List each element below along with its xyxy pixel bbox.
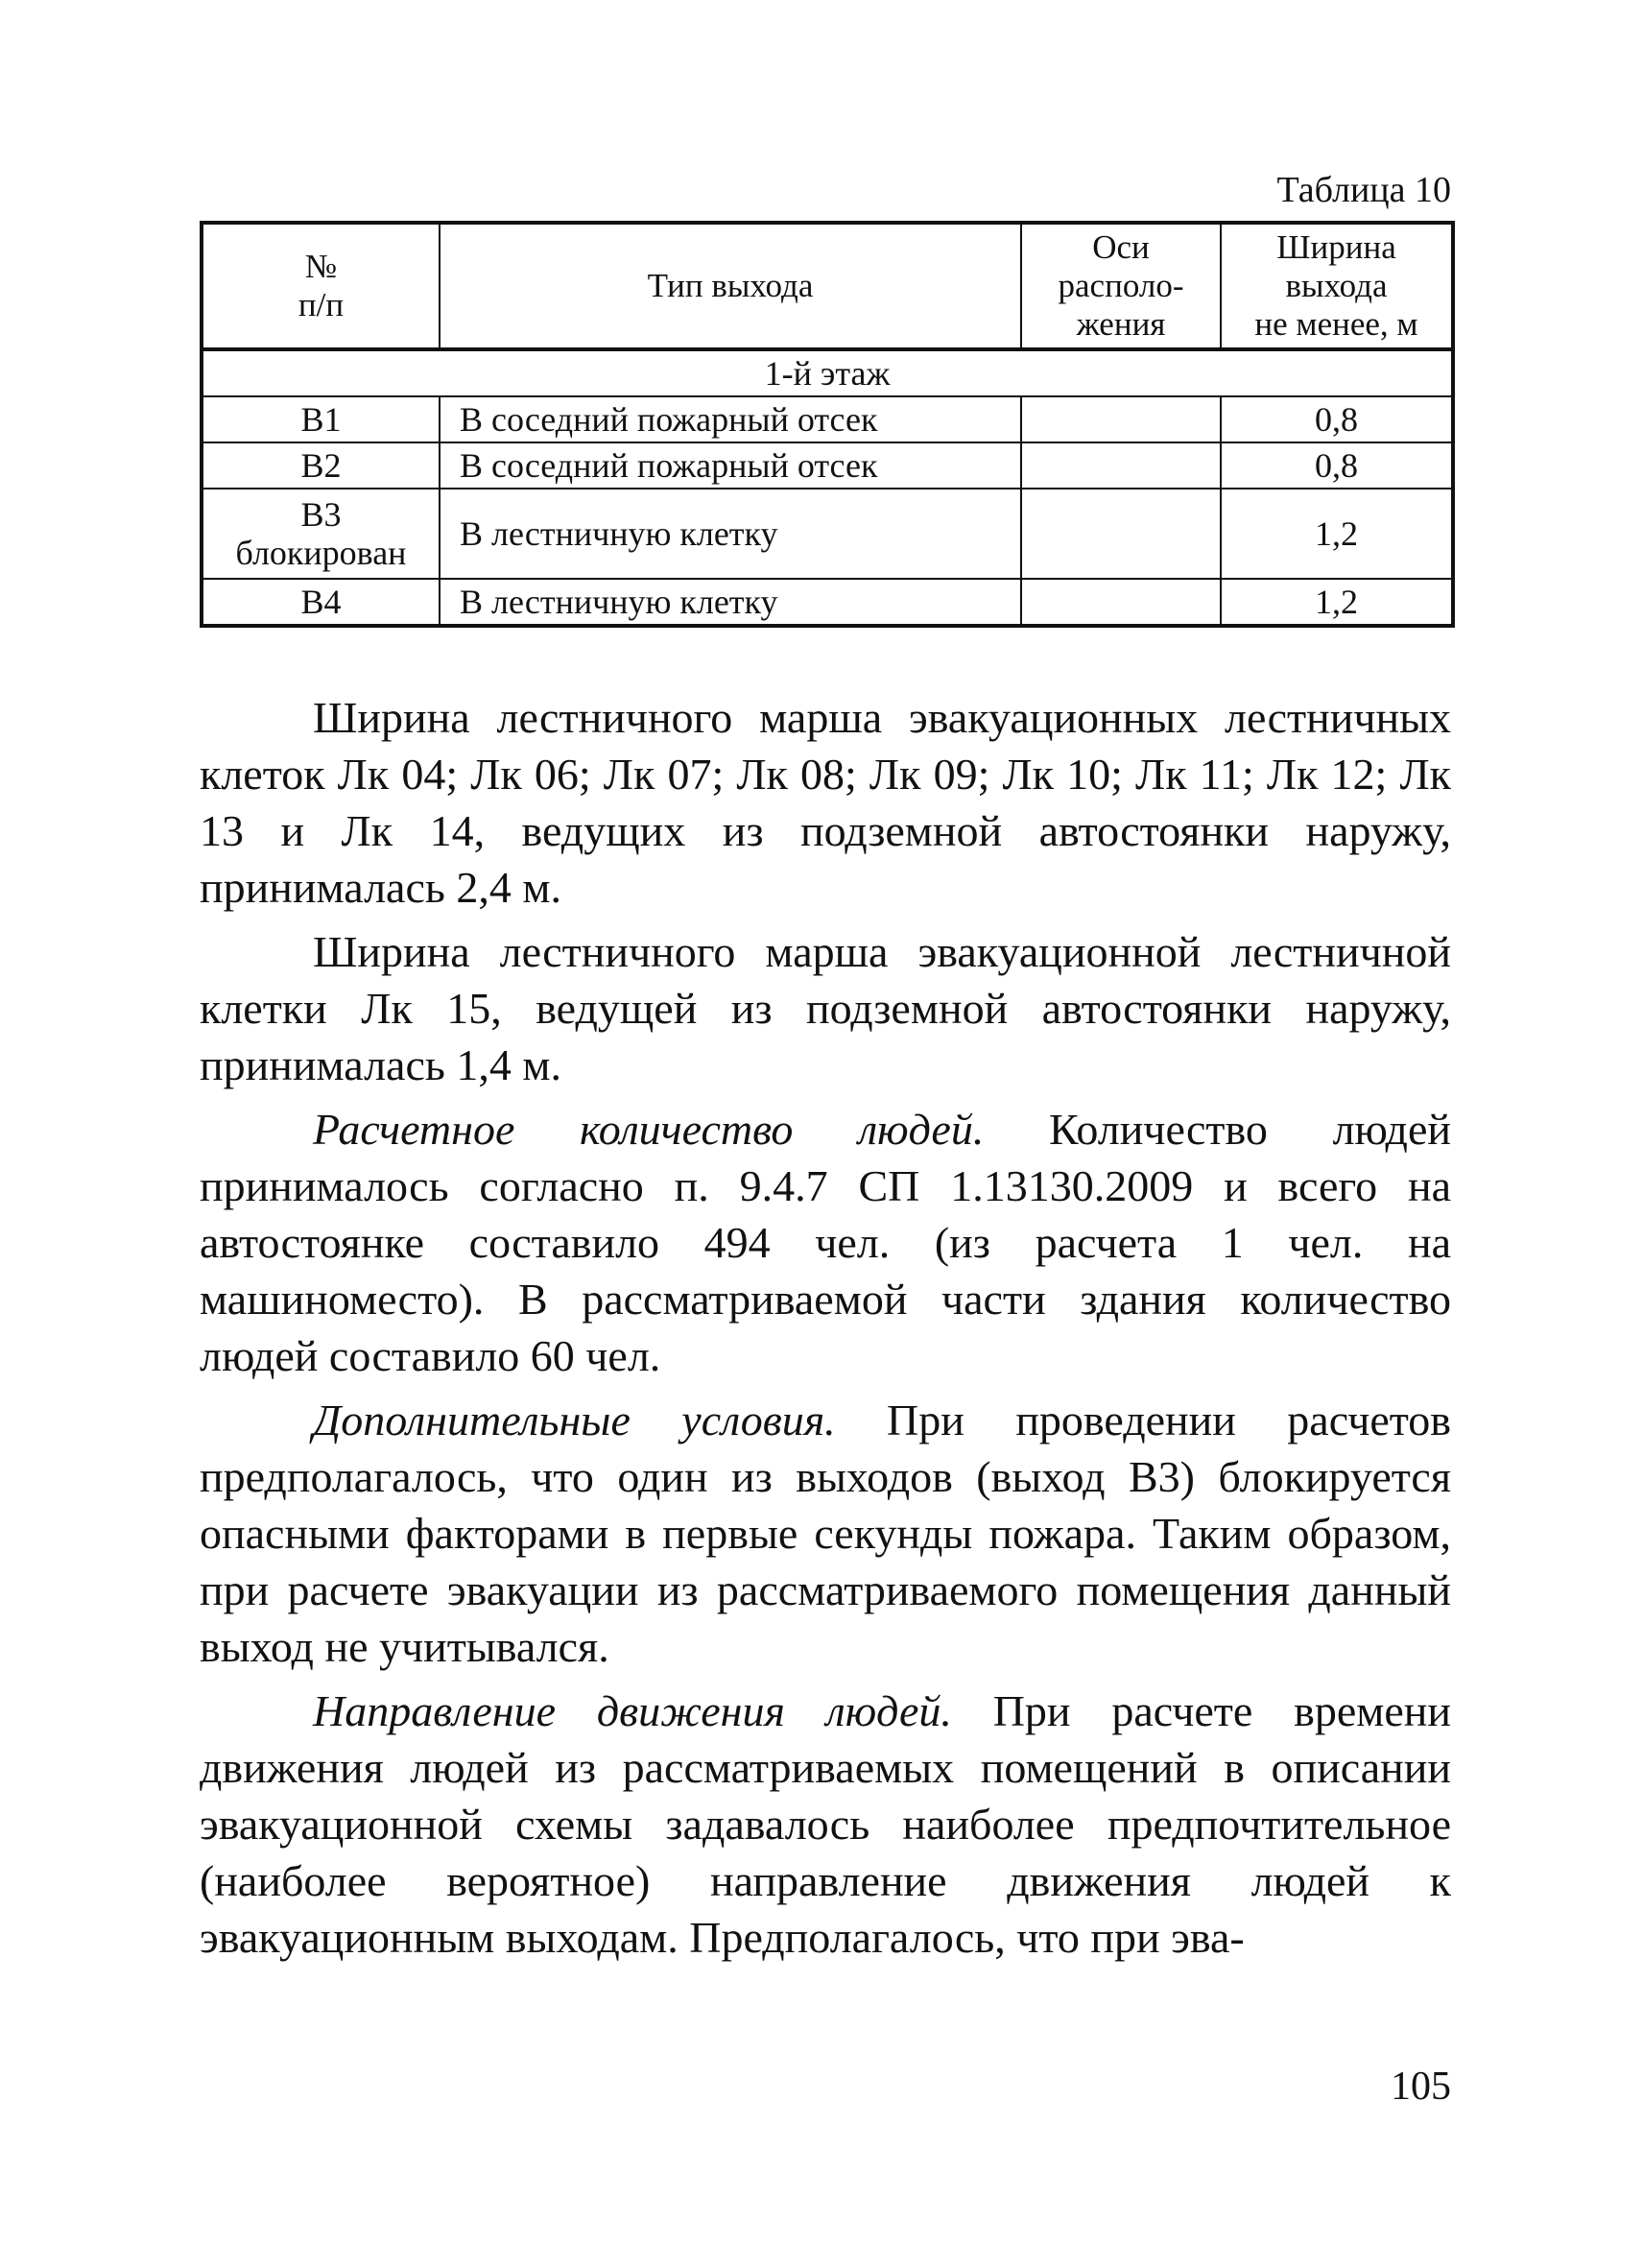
paragraph-text: Ширина лестничного марша эвакуационной лестничной клетки Лк 15, ведущей из подземной автостоянки наружу, принималась 1,4 м. <box>200 927 1451 1089</box>
cell-axis <box>1021 489 1221 579</box>
header-width-line-2: выхода <box>1285 267 1388 304</box>
paragraph-text: При проведении расчетов предполагалось, что один из выходов (выход В3) блокируется опасными факторами в первые секунды пожара. Таким образом, при расчете эвакуации из рассматриваемого помещения данный выход не учитывался. <box>200 1396 1451 1671</box>
paragraph-text: Ширина лестничного марша эвакуационных лестничных клеток Лк 04; Лк 06; Лк 07; Лк 08; Лк 09; Лк 10; Лк 11; Лк 12; Лк 13 и Лк 14, ведущих из подземной автостоянки наружу, принималась 2,4 м. <box>200 693 1451 912</box>
header-num <box>202 223 440 349</box>
table-caption: Таблица 10 <box>1276 170 1451 210</box>
cell-num-note: блокирован <box>235 534 407 572</box>
paragraph <box>200 1683 1451 1966</box>
header-axis-line-1: Оси <box>1092 228 1150 266</box>
cell-type: В соседний пожарный отсек <box>440 396 1021 442</box>
header-width <box>1221 223 1453 349</box>
header-num-line-1: № <box>304 248 338 285</box>
header-axis <box>1021 223 1221 349</box>
cell-width: 1,2 <box>1221 579 1453 626</box>
paragraph-text: Количество людей принималось согласно п. 9.4.7 СП 1.13130.2009 и всего на автостоянке составило 494 чел. (из расчета 1 чел. на машиноместо). В рассматриваемой части здания количество людей составило 60 чел. <box>200 1105 1451 1380</box>
table-section-row <box>202 349 1453 396</box>
cell-num: В4 <box>202 579 440 626</box>
cell-type: В лестничную клетку <box>440 579 1021 626</box>
cell-width: 0,8 <box>1221 442 1453 489</box>
paragraph <box>200 1392 1451 1675</box>
table-row <box>202 489 1453 579</box>
table-row <box>202 579 1453 626</box>
cell-type: В лестничную клетку <box>440 489 1021 579</box>
paragraph-lead: Расчетное количество людей. <box>313 1105 985 1154</box>
paragraph-lead: Направление движения людей. <box>313 1686 952 1735</box>
exits-table <box>200 221 1455 628</box>
paragraph <box>200 1101 1451 1384</box>
page-number: 105 <box>1391 2065 1451 2109</box>
cell-num: В2 <box>202 442 440 489</box>
paragraph <box>200 923 1451 1093</box>
table-header-row <box>202 223 1453 349</box>
cell-num-value: В3 <box>300 495 342 534</box>
header-width-line-1: Ширина <box>1276 228 1396 266</box>
section-label: 1-й этаж <box>202 349 1453 396</box>
header-num-line-2: п/п <box>298 286 345 323</box>
cell-num: В1 <box>202 396 440 442</box>
cell-num <box>202 489 440 579</box>
cell-axis <box>1021 442 1221 489</box>
cell-axis <box>1021 396 1221 442</box>
paragraph-lead: Дополнительные условия. <box>313 1396 836 1444</box>
header-width-line-3: не менее, м <box>1254 305 1418 343</box>
header-type: Тип выхода <box>440 223 1021 349</box>
cell-axis <box>1021 579 1221 626</box>
paragraph <box>200 689 1451 916</box>
header-axis-line-2: располо- <box>1058 267 1184 304</box>
body-text <box>200 689 1451 1973</box>
paragraph-text: При расчете времени движения людей из рассматриваемых помещений в описании эвакуационной схемы задавалось наиболее предпочтительное (наиболее вероятное) направление движения людей к эвакуационным выходам. Предполагалось, что при эва- <box>200 1686 1451 1962</box>
cell-type: В соседний пожарный отсек <box>440 442 1021 489</box>
cell-width: 1,2 <box>1221 489 1453 579</box>
table-row <box>202 442 1453 489</box>
table-row <box>202 396 1453 442</box>
cell-width: 0,8 <box>1221 396 1453 442</box>
header-axis-line-3: жения <box>1076 305 1166 343</box>
